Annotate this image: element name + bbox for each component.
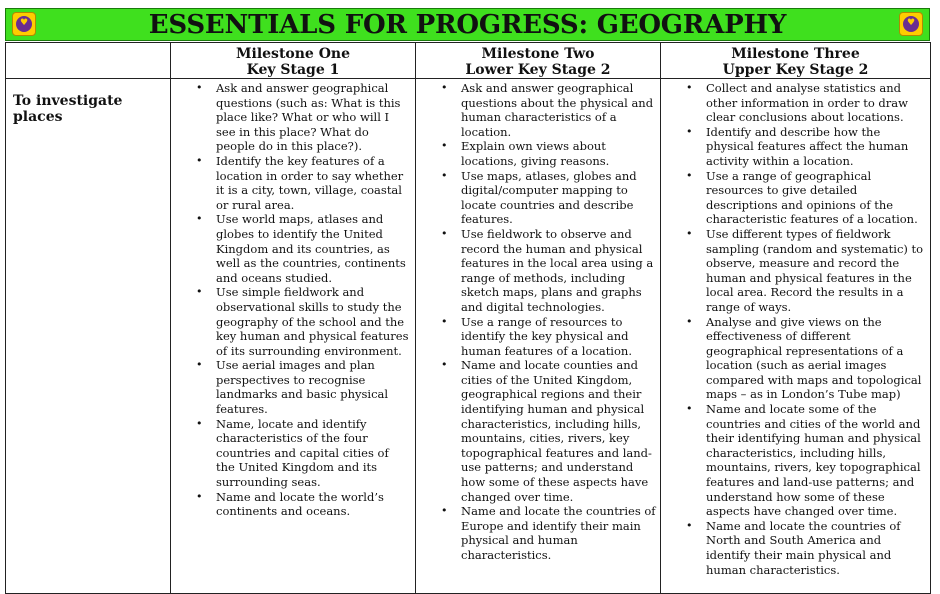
column-header-milestone-two: Milestone Two Lower Key Stage 2 [416, 43, 661, 79]
bullet-icon: • [196, 153, 203, 167]
page-title: ESSENTIALS FOR PROGRESS: GEOGRAPHY [148, 10, 787, 40]
column-header-milestone-one: Milestone One Key Stage 1 [171, 43, 416, 79]
bullet-icon: • [196, 285, 203, 299]
bullet-icon: • [686, 81, 693, 94]
milestone-one-cell [171, 79, 416, 594]
row-label: To investigate places [6, 79, 171, 594]
list-item [686, 81, 926, 125]
list-item [196, 81, 411, 154]
list-item [196, 153, 411, 212]
list-item [441, 168, 656, 227]
bullet-icon: • [441, 504, 448, 518]
list-item-text: Use simple fieldwork and observational skills to study the geography of the school and the key human and physical features of its surrounding environment. [216, 285, 409, 358]
list-item [441, 504, 656, 562]
list-item [441, 358, 656, 504]
list-item-text: Explain own views about locations, giving reasons. [461, 139, 610, 168]
list-item [196, 489, 411, 519]
list-item [196, 212, 411, 285]
bullet-icon: • [441, 139, 448, 153]
bullet-icon: • [196, 489, 203, 503]
bullet-icon: • [196, 358, 203, 372]
list-item-text: Name and locate some of the countries and cities of the world and their identifying human and physical characteristics, including hills, mountains, rivers, key topographical features and land-use patterns; and understand how some of these aspects have changed over time. [706, 402, 921, 519]
bullet-icon: • [686, 124, 693, 138]
bullet-icon: • [686, 168, 693, 182]
list-item [686, 124, 926, 169]
list-item [686, 402, 926, 519]
list-item-text: Analyse and give views on the effectiveness of different geographical representations of a location (such as aerial images compared with maps and topological maps – as in London’s Tube map) [706, 314, 922, 402]
list-item-text: Name and locate the countries of North and South America and identify their main physical and human characteristics. [706, 518, 901, 577]
bullet-icon: • [686, 314, 693, 328]
list-item-text: Use world maps, atlases and globes to identify the United Kingdom and its countries, as well as the countries, continents and oceans studied. [216, 212, 406, 285]
list-item-text: Use a range of resources to identify the key physical and human features of a location. [461, 314, 632, 358]
list-item [686, 226, 926, 315]
school-logo-icon: ♥ [12, 12, 36, 36]
milestone-two-list [416, 81, 660, 563]
bullet-icon: • [686, 226, 693, 240]
bullet-icon: • [441, 168, 448, 182]
list-item-text: Name, locate and identify characteristics of the four countries and capital cities of the United Kingdom and its surrounding seas. [216, 416, 389, 490]
list-item [196, 358, 411, 417]
bullet-icon: • [441, 358, 448, 372]
list-item-text: Name and locate the countries of Europe and identify their main physical and human characteristics. [461, 504, 656, 562]
milestone-two-cell [416, 79, 661, 594]
list-item [441, 139, 656, 168]
list-item [196, 285, 411, 358]
list-item-text: Use different types of fieldwork sampling (random and systematic) to observe, measure and record the human and physical features in the local area. Record the results in a range of ways. [706, 226, 924, 314]
corner-cell [6, 43, 171, 79]
bullet-icon: • [441, 81, 448, 94]
list-item-text: Name and locate counties and cities of the United Kingdom, geographical regions and their identifying human and physical characteristics, including hills, mountains, cities, rivers, key topographical features and land-use patterns; and understand how some of these aspects have changed over time. [461, 358, 652, 504]
list-item-text: Use maps, atlases, globes and digital/computer mapping to locate countries and describe features. [461, 168, 637, 227]
list-item-text: Use a range of geographical resources to give detailed descriptions and opinions of the characteristic features of a location. [706, 168, 918, 227]
title-banner [5, 8, 930, 41]
list-item-text: Ask and answer geographical questions about the physical and human characteristics of a location. [461, 81, 654, 139]
bullet-icon: • [196, 416, 203, 430]
list-item-text: Use fieldwork to observe and record the human and physical features in the local area using a range of methods, including sketch maps, plans and graphs and digital technologies. [461, 226, 654, 314]
list-item [686, 168, 926, 227]
list-item-text: Use aerial images and plan perspectives to recognise landmarks and basic physical features. [216, 358, 389, 417]
list-item-text: Ask and answer geographical questions (such as: What is this place like? What or who will I see in this place? What do people do in this place?). [216, 81, 401, 154]
bullet-icon: • [686, 402, 693, 416]
list-item-text: Collect and analyse statistics and other information in order to draw clear conclusions about locations. [706, 81, 908, 125]
bullet-icon: • [441, 314, 448, 328]
bullet-icon: • [686, 518, 693, 532]
list-item [686, 314, 926, 403]
bullet-icon: • [196, 212, 203, 226]
column-header-milestone-three: Milestone Three Upper Key Stage 2 [661, 43, 931, 79]
list-item-text: Identify the key features of a location in order to say whether it is a city, town, village, coastal or rural area. [216, 153, 404, 212]
school-logo-icon: ♥ [899, 12, 923, 36]
milestone-one-list [171, 81, 415, 519]
list-item [441, 314, 656, 359]
list-item-text: Identify and describe how the physical features affect the human activity within a location. [706, 124, 909, 168]
table-row [6, 79, 931, 594]
bullet-icon: • [196, 81, 203, 94]
list-item [686, 518, 926, 577]
header-row [6, 43, 931, 79]
progress-table [5, 42, 931, 594]
milestone-three-list [661, 81, 930, 577]
list-item [196, 416, 411, 490]
list-item [441, 226, 656, 315]
list-item [441, 81, 656, 139]
list-item-text: Name and locate the world’s continents and oceans. [216, 489, 384, 519]
bullet-icon: • [441, 226, 448, 240]
milestone-three-cell [661, 79, 931, 594]
